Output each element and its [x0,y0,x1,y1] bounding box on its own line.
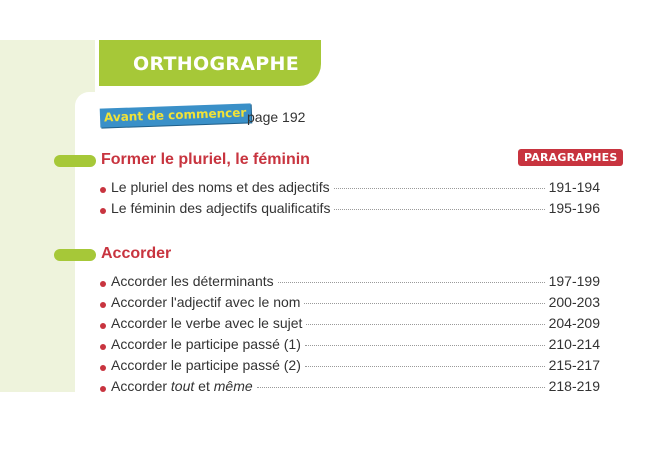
bullet-icon [100,365,106,371]
intro-page-ref: page 192 [247,109,306,125]
toc-entry[interactable] [100,357,600,377]
entry-label: Le pluriel des noms et des adjectifs [111,179,330,195]
entry-label: Accorder le verbe avec le sujet [111,315,303,331]
entry-label-italic-meme: même [213,378,253,394]
entry-pages: 191-194 [548,179,600,195]
group-marker [54,249,96,261]
bullet-icon [100,323,106,329]
entry-pages: 215-217 [548,357,600,373]
dot-leader [334,187,545,189]
toc-entry[interactable] [100,315,600,335]
toc-entry[interactable] [100,179,600,199]
dot-leader [306,323,544,325]
bullet-icon [100,187,106,193]
group-title-accorder: Accorder [101,245,172,262]
paragraphes-column-label: PARAGRAPHES [518,149,623,166]
entry-label: Accorder le participe passé (1) [111,336,301,352]
toc-entry[interactable] [100,273,600,293]
toc-entry[interactable] [100,294,600,314]
entry-pages: 200-203 [548,294,600,310]
entry-label: Accorder l'adjectif avec le nom [111,294,301,310]
toc-entry[interactable] [100,200,600,220]
entry-pages: 218-219 [548,378,600,394]
dot-leader [305,365,545,367]
entry-pages: 204-209 [548,315,600,331]
entry-label: Accorder le participe passé (2) [111,357,301,373]
toc-entry[interactable] [100,378,600,398]
entry-pages: 210-214 [548,336,600,352]
group-title-pluriel-feminin: Former le pluriel, le féminin [101,151,310,168]
group-marker [54,155,96,167]
entry-label: Accorder les déterminants [111,273,274,289]
entry-label-italic-tout: tout [170,378,195,394]
entry-label-prefix: Accorder [111,378,171,394]
dot-leader [257,386,545,388]
bullet-icon [100,386,106,392]
bullet-icon [100,302,106,308]
dot-leader [334,208,544,210]
section-title: ORTHOGRAPHE [133,53,299,75]
bullet-icon [100,281,106,287]
entry-pages: 195-196 [548,200,600,216]
entry-label-mid: et [194,378,214,394]
dot-leader [305,344,545,346]
toc-entry[interactable] [100,336,600,356]
entry-label: Le féminin des adjectifs qualificatifs [111,200,331,216]
entry-pages: 197-199 [548,273,600,289]
bullet-icon [100,208,106,214]
dot-leader [304,302,544,304]
avant-de-commencer-badge[interactable]: Avant de commencer [100,103,252,127]
dot-leader [278,281,545,283]
entry-label [111,378,253,394]
bullet-icon [100,344,106,350]
